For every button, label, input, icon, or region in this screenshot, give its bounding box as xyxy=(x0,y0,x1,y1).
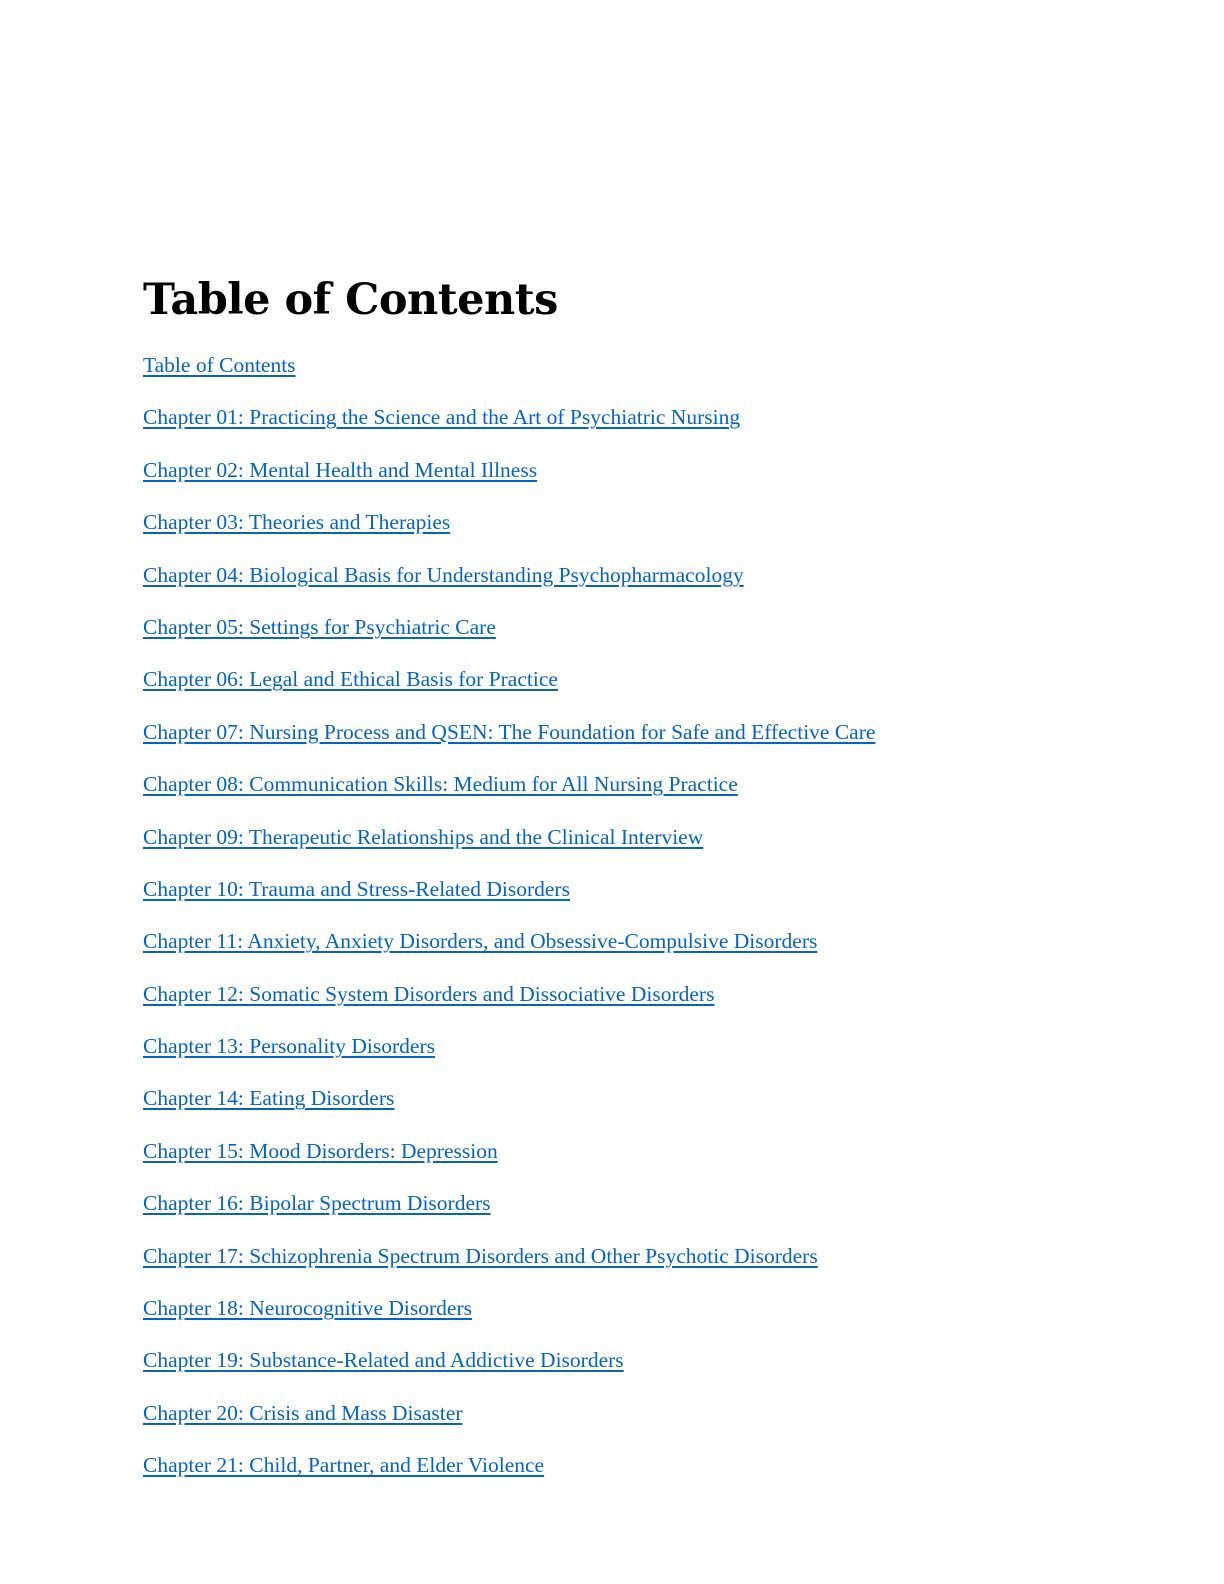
toc-link-chapter-17[interactable]: Chapter 17: Schizophrenia Spectrum Disorders and Other Psychotic Disorders xyxy=(143,1243,818,1268)
toc-link-chapter-01[interactable]: Chapter 01: Practicing the Science and the Art of Psychiatric Nursing xyxy=(143,405,741,430)
toc-entry xyxy=(143,666,875,718)
toc-entry xyxy=(143,981,875,1033)
toc-entry xyxy=(143,876,875,928)
toc-link-chapter-06[interactable]: Chapter 06: Legal and Ethical Basis for Practice xyxy=(143,667,558,692)
toc-entry xyxy=(143,509,875,561)
toc-entry xyxy=(143,719,875,771)
toc-link-chapter-20[interactable]: Chapter 20: Crisis and Mass Disaster xyxy=(143,1400,463,1425)
toc-link-chapter-09[interactable]: Chapter 09: Therapeutic Relationships and the Clinical Interview xyxy=(143,824,704,849)
toc-link-chapter-02[interactable]: Chapter 02: Mental Health and Mental Illness xyxy=(143,457,538,482)
toc-entry xyxy=(143,824,875,876)
toc-entry xyxy=(143,1033,875,1085)
toc-link-chapter-21[interactable]: Chapter 21: Child, Partner, and Elder Violence xyxy=(143,1453,545,1478)
toc-list xyxy=(143,352,875,1505)
toc-link-chapter-16[interactable]: Chapter 16: Bipolar Spectrum Disorders xyxy=(143,1191,491,1216)
toc-entry xyxy=(143,1347,875,1399)
toc-entry xyxy=(143,1400,875,1452)
page-title: Table of Contents xyxy=(143,275,558,325)
toc-link-chapter-18[interactable]: Chapter 18: Neurocognitive Disorders xyxy=(143,1296,472,1321)
toc-entry xyxy=(143,928,875,980)
toc-entry xyxy=(143,1190,875,1242)
toc-entry xyxy=(143,1138,875,1190)
toc-entry xyxy=(143,614,875,666)
toc-link-chapter-10[interactable]: Chapter 10: Trauma and Stress-Related Disorders xyxy=(143,876,570,901)
toc-entry xyxy=(143,1295,875,1347)
toc-link-chapter-12[interactable]: Chapter 12: Somatic System Disorders and Dissociative Disorders xyxy=(143,981,715,1006)
toc-link-chapter-15[interactable]: Chapter 15: Mood Disorders: Depression xyxy=(143,1138,498,1163)
toc-entry xyxy=(143,457,875,509)
toc-link-chapter-03[interactable]: Chapter 03: Theories and Therapies xyxy=(143,510,451,535)
toc-entry xyxy=(143,1243,875,1295)
toc-link-chapter-04[interactable]: Chapter 04: Biological Basis for Understanding Psychopharmacology xyxy=(143,562,744,587)
toc-entry xyxy=(143,352,875,404)
toc-link-chapter-11[interactable]: Chapter 11: Anxiety, Anxiety Disorders, and Obsessive-Compulsive Disorders xyxy=(143,929,818,954)
toc-entry xyxy=(143,1452,875,1504)
toc-entry xyxy=(143,1085,875,1137)
toc-link-chapter-07[interactable]: Chapter 07: Nursing Process and QSEN: The Foundation for Safe and Effective Care xyxy=(143,719,876,744)
toc-link-chapter-19[interactable]: Chapter 19: Substance-Related and Addictive Disorders xyxy=(143,1348,624,1373)
toc-entry xyxy=(143,404,875,456)
toc-link-table-of-contents[interactable]: Table of Contents xyxy=(143,353,296,377)
toc-link-chapter-05[interactable]: Chapter 05: Settings for Psychiatric Care xyxy=(143,614,496,639)
toc-entry xyxy=(143,771,875,823)
toc-entry xyxy=(143,562,875,614)
toc-link-chapter-13[interactable]: Chapter 13: Personality Disorders xyxy=(143,1034,435,1059)
toc-link-chapter-08[interactable]: Chapter 08: Communication Skills: Medium for All Nursing Practice xyxy=(143,772,738,797)
toc-link-chapter-14[interactable]: Chapter 14: Eating Disorders xyxy=(143,1086,395,1111)
